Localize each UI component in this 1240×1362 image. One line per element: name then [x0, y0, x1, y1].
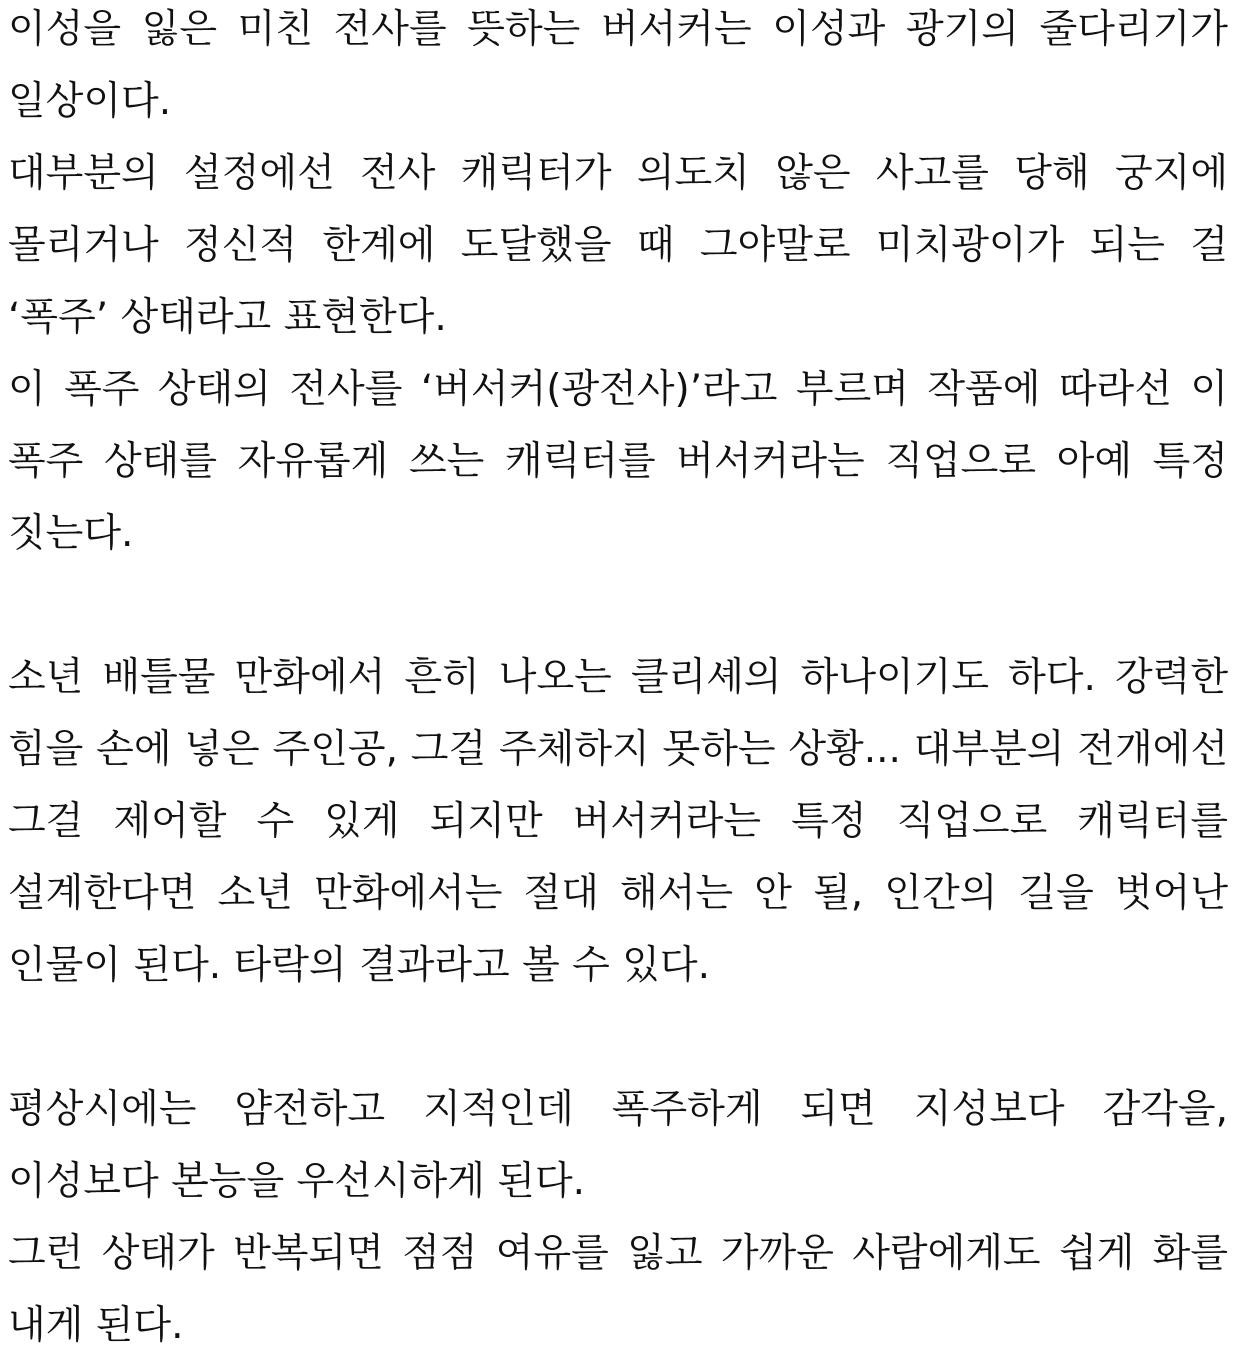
paragraph: 이성을 잃은 미친 전사를 뜻하는 버서커는 이성과 광기의 줄다리기가 일상이다.	[8, 7, 1228, 124]
paragraph: 평상시에는 얌전하고 지적인데 폭주하게 되면 지성보다 감각을, 이성보다 본능을 우선시하게 된다.	[8, 1087, 1228, 1204]
text-block-battle-manga-cliche	[8, 642, 1228, 1002]
text-block-berserker-definition	[8, 0, 1228, 570]
paragraph: 대부분의 설정에선 전사 캐릭터가 의도치 않은 사고를 당해 궁지에 몰리거나 정신적 한계에 도달했을 때 그야말로 미치광이가 되는 걸 ‘폭주’ 상태라고 표현한다.	[8, 151, 1228, 340]
paragraph-gap	[8, 570, 1228, 642]
paragraph: 소년 배틀물 만화에서 흔히 나오는 클리셰의 하나이기도 하다. 강력한 힘을 손에 넣은 주인공, 그걸 주체하지 못하는 상황... 대부분의 전개에선 그걸 제어할 수 있게 되지만 버서커라는 특정 직업으로 캐릭터를 설계한다면 소년 만화에서는 절대 해서는 안 될, 인간의 길을 벗어난 인물이 된다. 타락의 결과라고 볼 수 있다.	[8, 655, 1228, 988]
paragraph: 그런 상태가 반복되면 점점 여유를 잃고 가까운 사람에게도 쉽게 화를 내게 된다.	[8, 1231, 1228, 1348]
paragraph: 이 폭주 상태의 전사를 ‘버서커(광전사)’라고 부르며 작품에 따라선 이 폭주 상태를 자유롭게 쓰는 캐릭터를 버서커라는 직업으로 아예 특정 짓는다.	[8, 367, 1228, 556]
paragraph-gap	[8, 1002, 1228, 1074]
text-block-behavior	[8, 1074, 1228, 1362]
